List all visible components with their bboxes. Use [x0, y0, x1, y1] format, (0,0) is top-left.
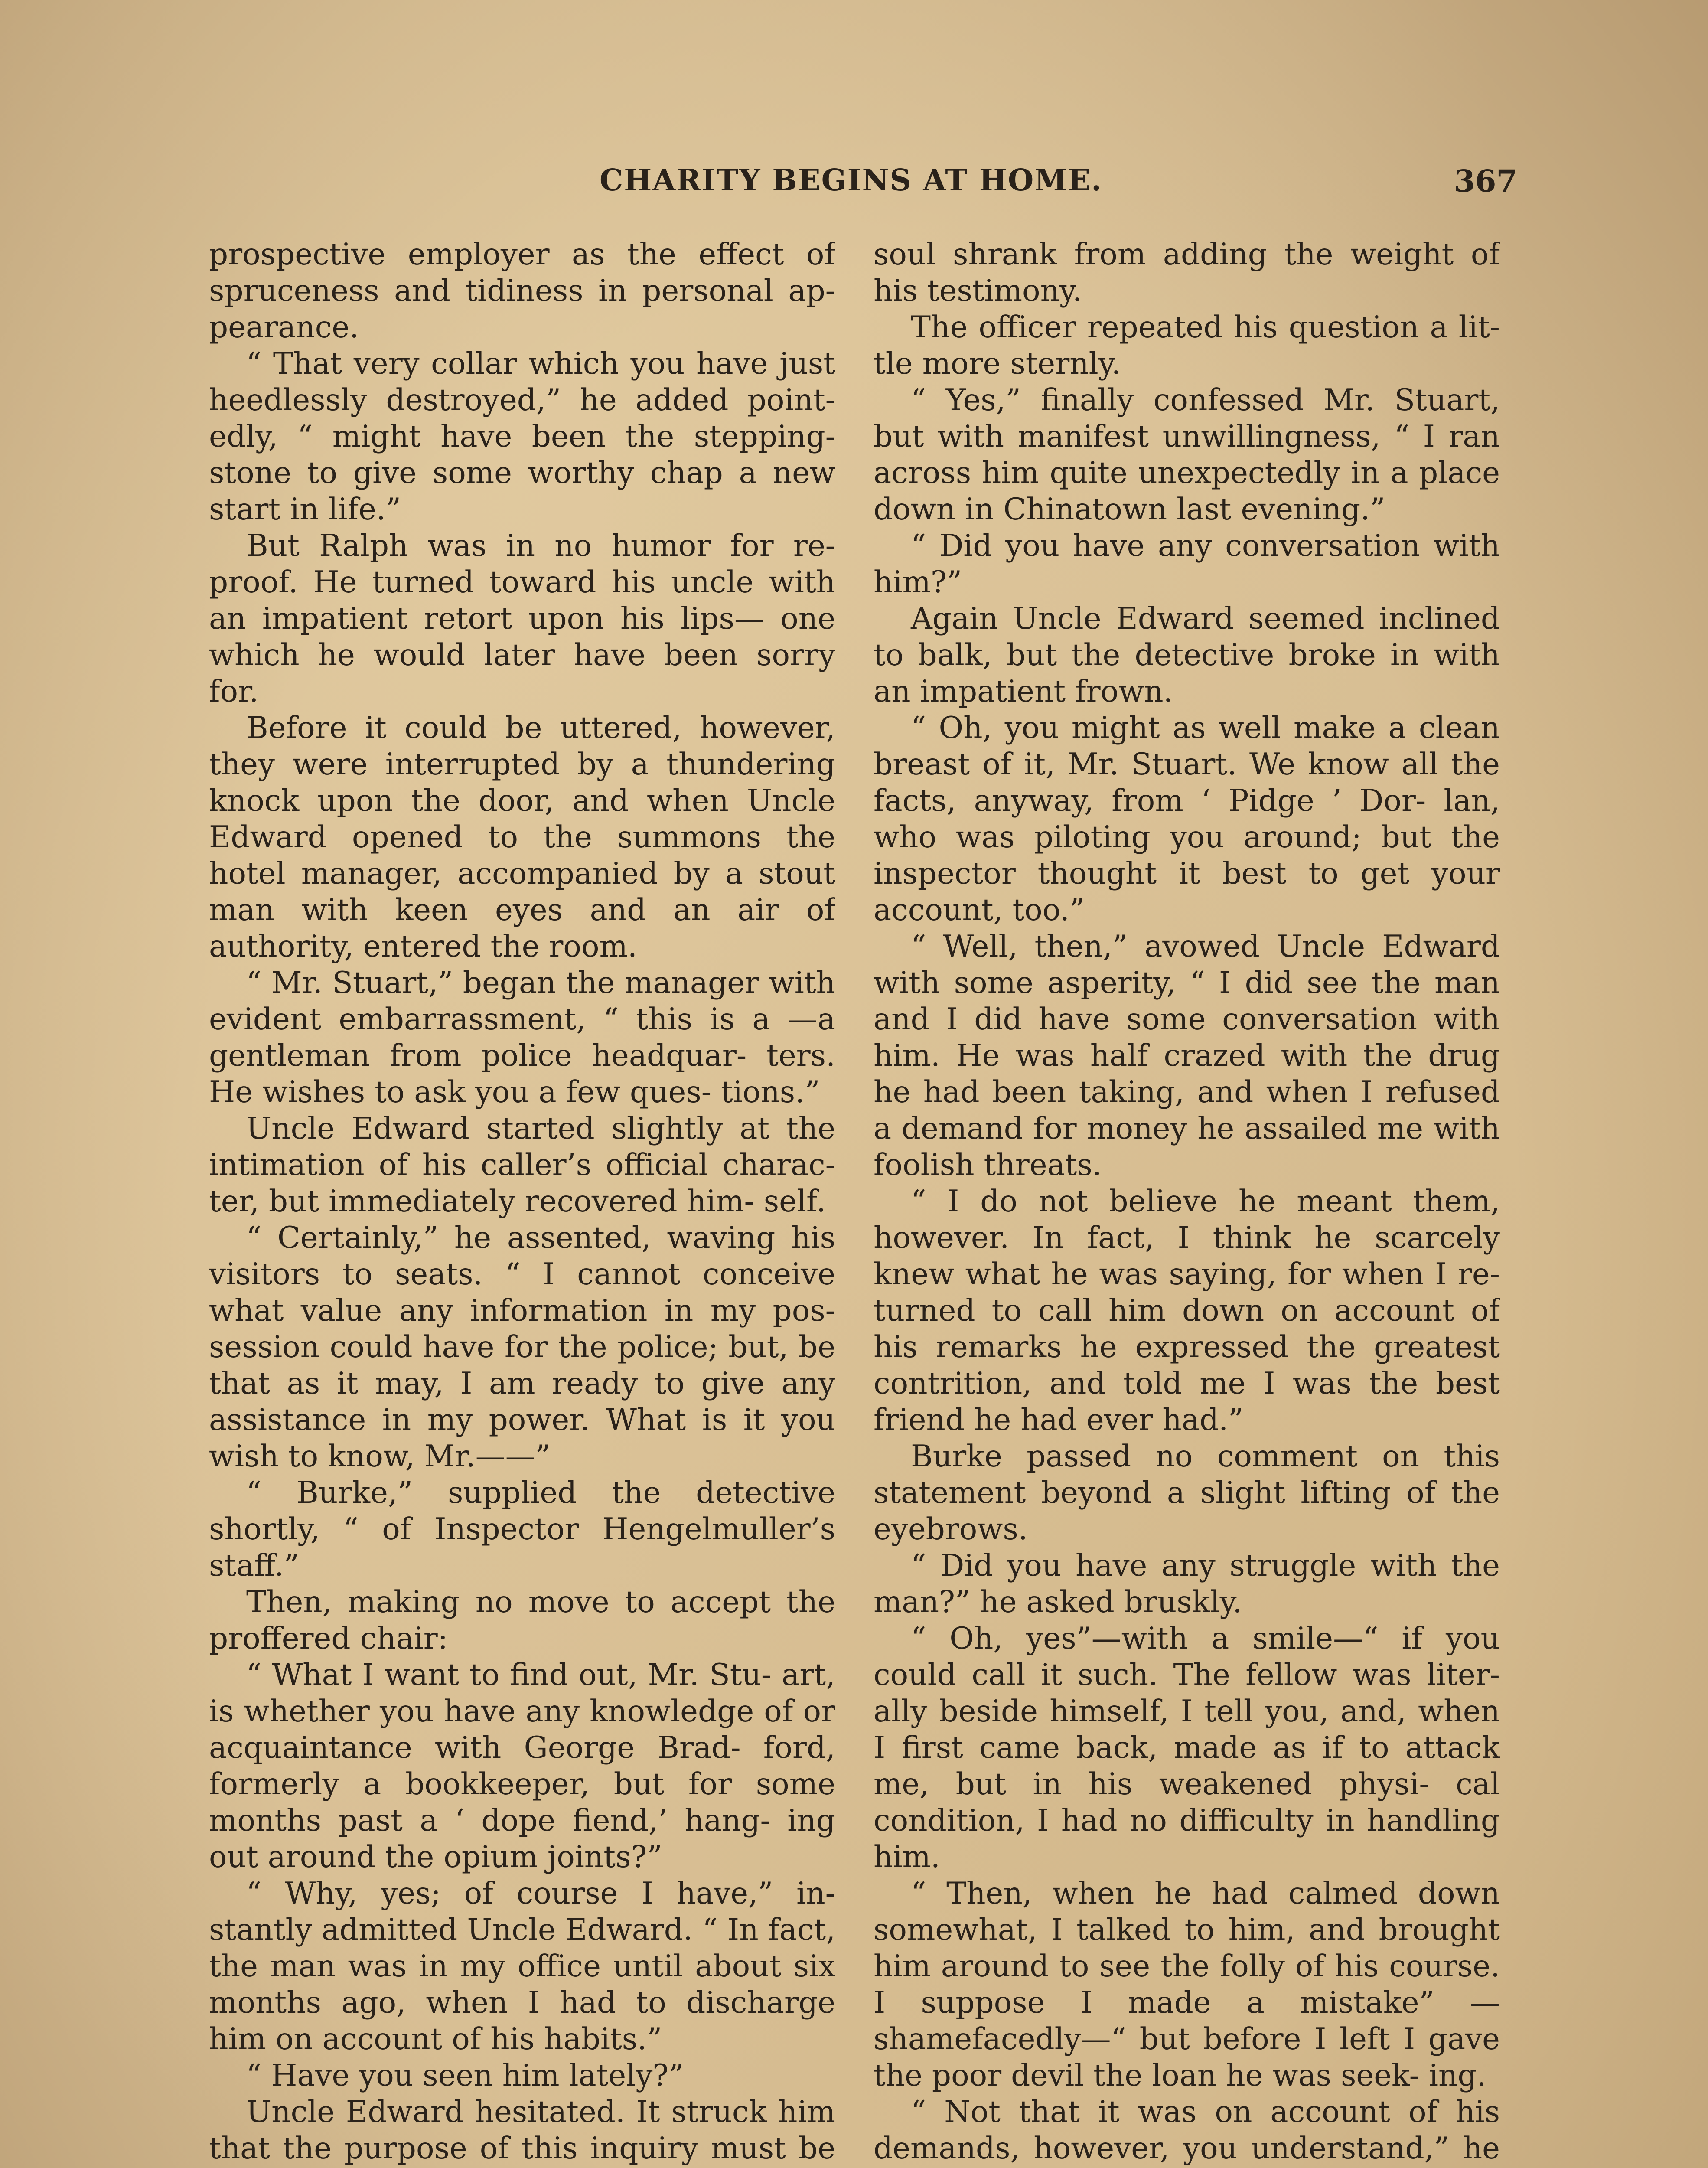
paragraph: Again Uncle Edward seemed inclined to balk, but the detective broke in with an impatient frown. — [874, 601, 1500, 709]
paragraph: “ What I want to find out, Mr. Stu- art, is whether you have any knowledge of or acquaintance with George Brad- ford, formerly a bookkeeper, but for some months past a ‘ dope fiend,’ hang- ing out around the opium joints?” — [209, 1658, 835, 1874]
running-head: CHARITY BEGINS AT HOME. — [600, 163, 1102, 198]
paragraph: “ Burke,” supplied the detective shortly, “ of Inspector Hengelmuller’s staff.” — [209, 1476, 835, 1583]
paragraph: Then, making no move to accept the proffered chair: — [209, 1585, 835, 1656]
paragraph: “ Did you have any struggle with the man?” he asked bruskly. — [874, 1548, 1500, 1619]
paragraph: “ Certainly,” he assented, waving his visitors to seats. “ I cannot conceive what value any information in my pos- session could have for the police; but, be that as it may, I am ready to give any assistance in my power. What is it you wish to know, Mr.——” — [209, 1221, 835, 1474]
paragraph: prospective employer as the effect of spruceness and tidiness in personal ap- pearance. — [209, 237, 835, 345]
paragraph: “ Oh, you might as well make a clean breast of it, Mr. Stuart. We know all the facts, anyway, from ‘ Pidge ’ Dor- lan, who was piloting you around; but the inspector thought it best to get your account, too.” — [874, 711, 1500, 927]
paragraph: Burke passed no comment on this statement beyond a slight lifting of the eyebrows. — [874, 1439, 1500, 1547]
paragraph: But Ralph was in no humor for re- proof. He turned toward his uncle with an impatient retort upon his lips— one which he would later have been sorry for. — [209, 529, 835, 709]
paragraph: “ Have you seen him lately?” — [246, 2058, 684, 2093]
paragraph: “ Yes,” finally confessed Mr. Stuart, but with manifest unwillingness, “ I ran across him quite unexpectedly in a place down in Chinatown last evening.” — [874, 383, 1500, 527]
left-column — [209, 236, 835, 2168]
paragraph: “ Then, when he had calmed down somewhat, I talked to him, and brought him around to see the folly of his course. I suppose I made a mistake” —shamefacedly—“ but before I left I gave the poor devil the loan he was seek- ing. — [874, 1876, 1500, 2093]
paragraph: soul shrank from adding the weight of his testimony. — [874, 237, 1500, 308]
paragraph: “ I do not believe he meant them, however. In fact, I think he scarcely knew what he was saying, for when I re- turned to call him down on account of his remarks he expressed the greatest contrition, and told me I was the best friend he had ever had.” — [874, 1184, 1500, 1437]
paragraph: “ Not that it was on account of his demands, however, you understand,” he — [874, 2095, 1500, 2166]
paragraph: The officer repeated his question a lit- tle more sternly. — [874, 310, 1500, 381]
page-number: 367 — [1454, 163, 1518, 199]
paragraph: “ Did you have any conversation with him?” — [874, 529, 1500, 600]
paragraph: “ Why, yes; of course I have,” in- stantly admitted Uncle Edward. “ In fact, the man was in my office until about six months ago, when I had to discharge him on account of his habits.” — [209, 1876, 835, 2057]
paragraph: “ Mr. Stuart,” began the manager with evident embarrassment, “ this is a —a gentleman from police headquar- ters. He wishes to ask you a few ques- tions.” — [209, 966, 835, 1110]
paragraph: “ That very collar which you have just heedlessly destroyed,” he added point- edly, “ might have been the stepping- stone to give some worthy chap a new start in life.” — [209, 346, 835, 527]
paragraph: “ Oh, yes”—with a smile—“ if you could call it such. The fellow was liter- ally beside himself, I tell you, and, when I first came back, made as if to attack me, but in his weakened physi- cal condition, I had no difficulty in handling him. — [874, 1621, 1500, 1874]
paragraph: Uncle Edward hesitated. It struck him that the purpose of this inquiry must be — [209, 2095, 835, 2166]
paragraph: Before it could be uttered, however, they were interrupted by a thundering knock upon the door, and when Uncle Edward opened to the summons the hotel manager, accompanied by a stout man with keen eyes and an air of authority, entered the room. — [209, 711, 835, 964]
paragraph: “ Well, then,” avowed Uncle Edward with some asperity, “ I did see the man and I did have some conversation with him. He was half crazed with the drug he had been taking, and when I refused a demand for money he assailed me with foolish threats. — [874, 929, 1500, 1182]
paragraph: Uncle Edward started slightly at the intimation of his caller’s official charac- ter, but immediately recovered him- self. — [209, 1111, 835, 1219]
right-column — [874, 236, 1500, 2168]
